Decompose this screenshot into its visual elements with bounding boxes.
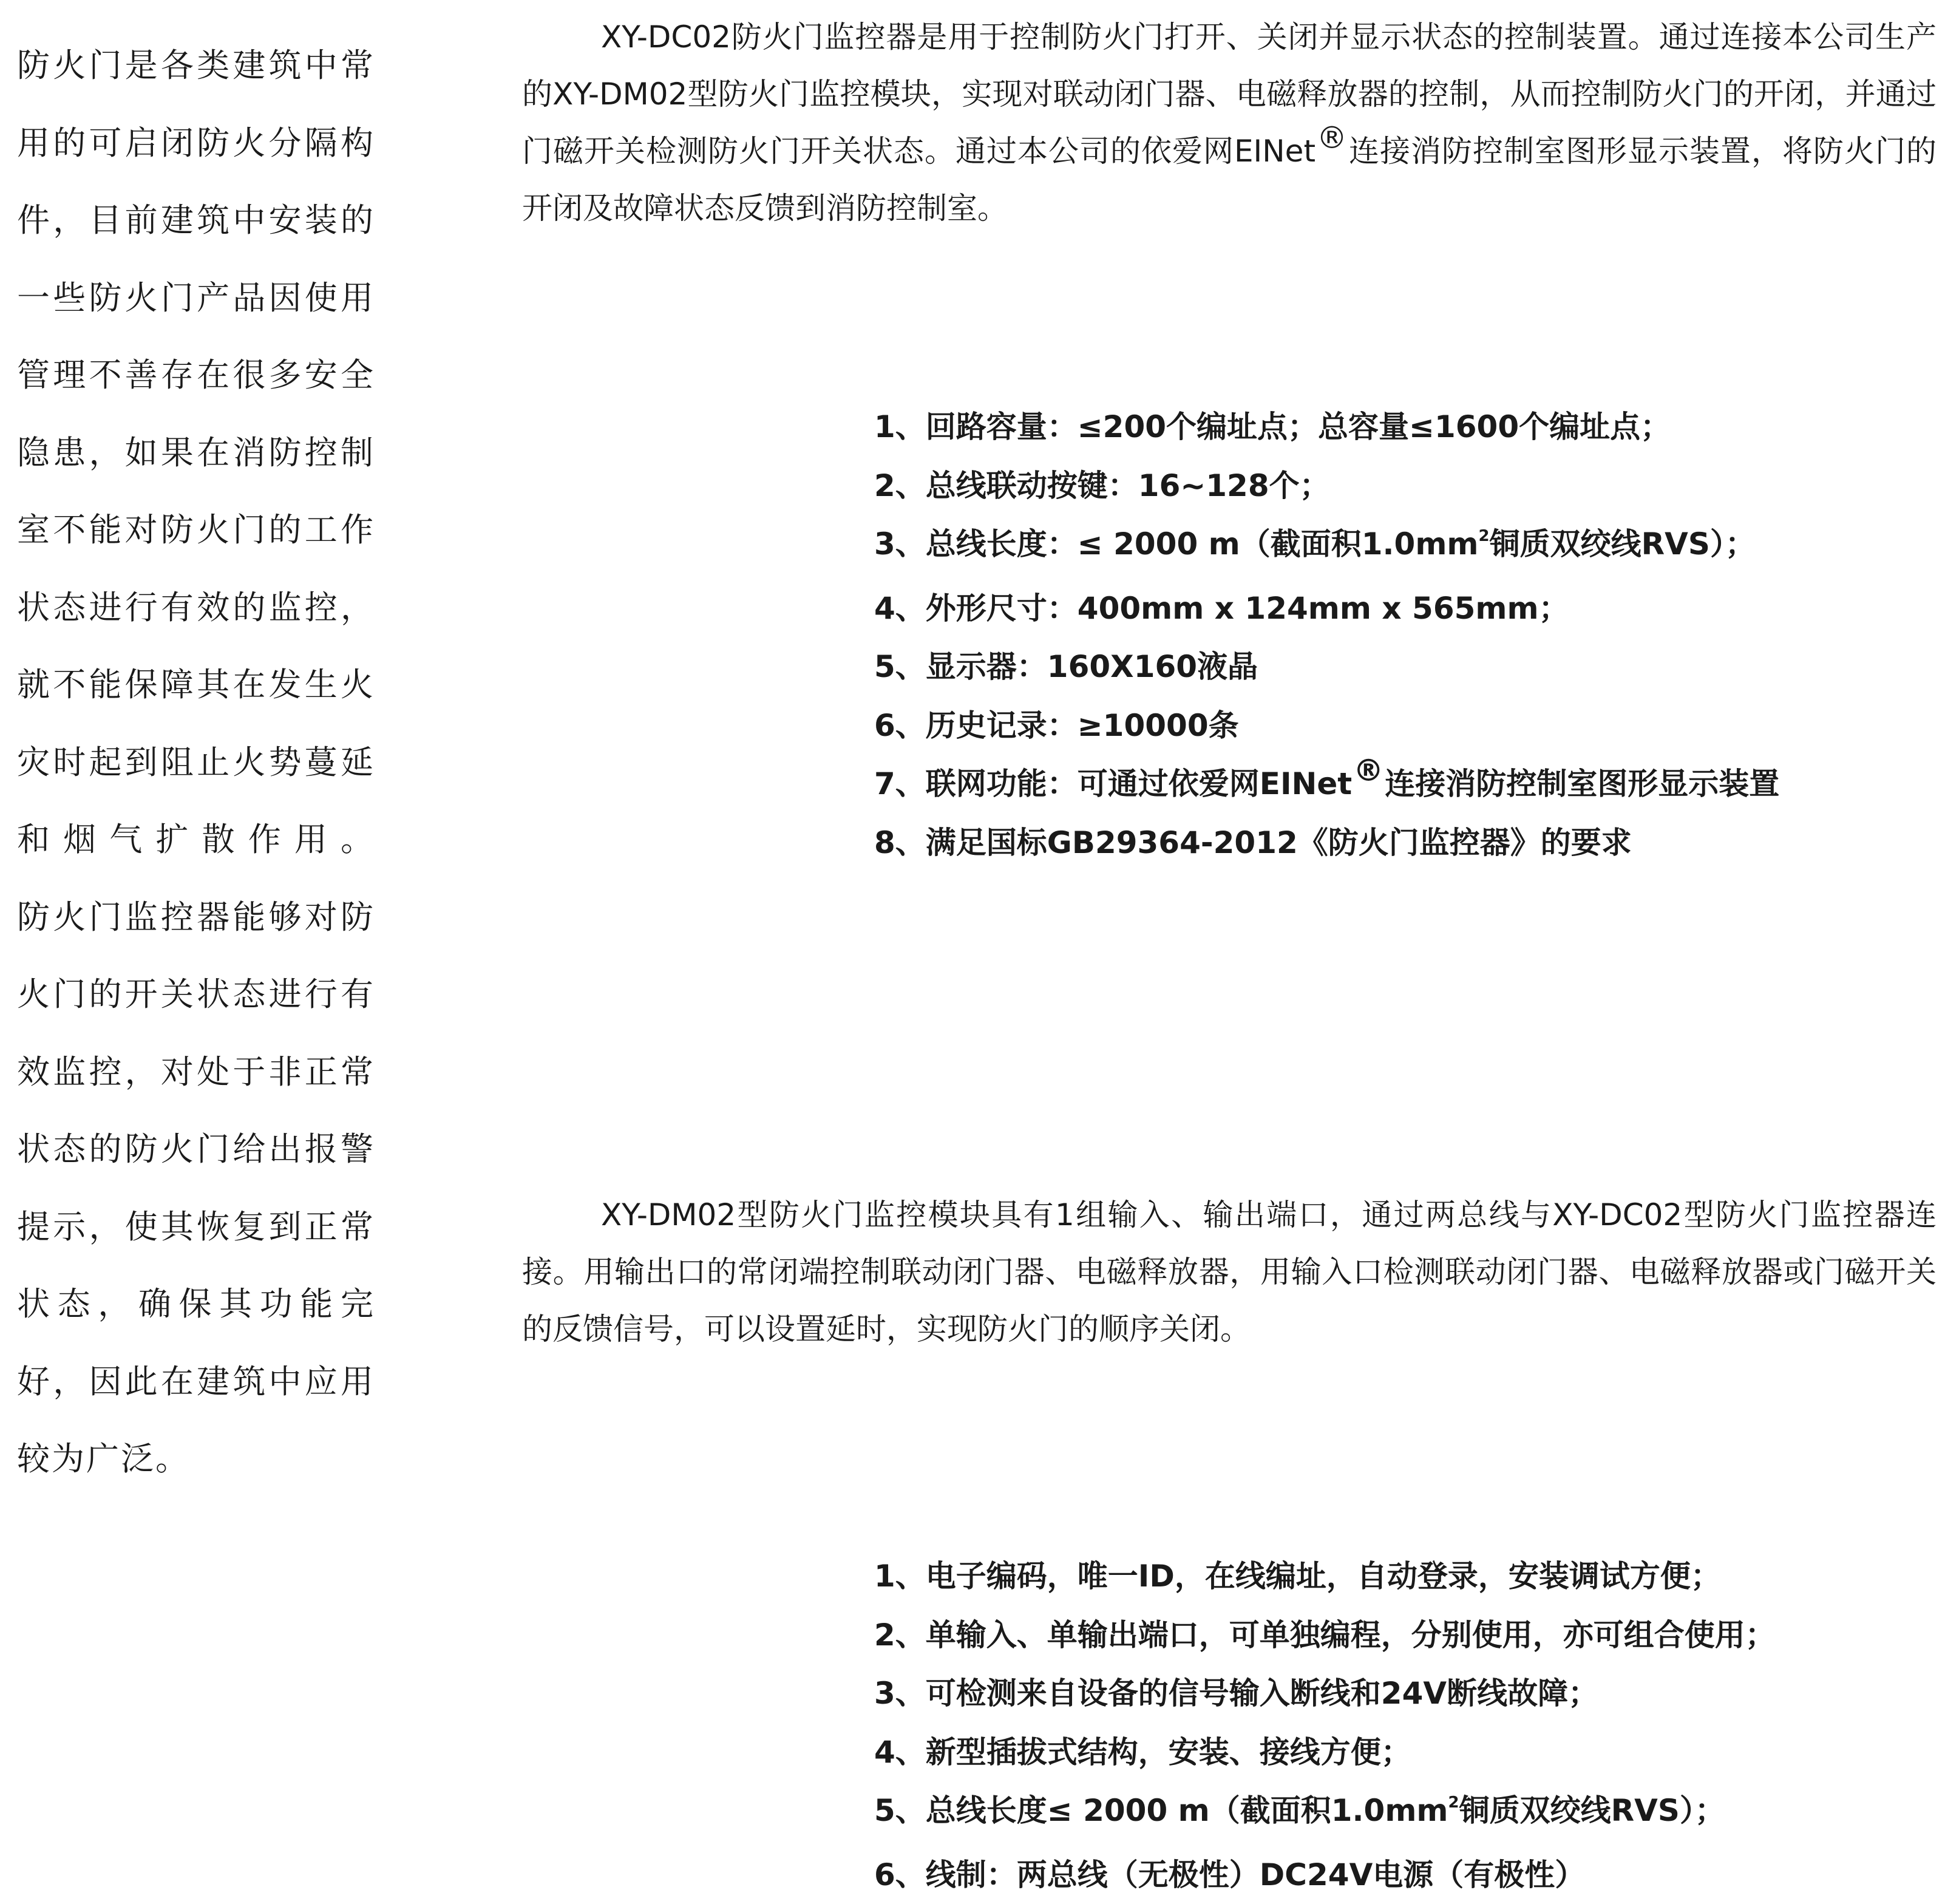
controller-spec-item: 4、外形尺寸：400mm x 124mm x 565mm； — [874, 579, 1779, 638]
superscript-two: 2 — [1479, 527, 1490, 545]
module-spec-bus-length-a: 5、总线长度≤ 2000 m（截面积1.0mm — [874, 1793, 1448, 1828]
module-spec-item — [874, 1781, 1776, 1846]
controller-spec-item — [874, 515, 1779, 579]
module-spec-item: 4、新型插拔式结构，安装、接线方便； — [874, 1723, 1776, 1782]
controller-description-part-1: XY-DC02防火门监控器是用于控制防火门打开、关闭并显示状态的控制装置。通过连接本公司生产的XY-DM02型防火门监控模块，实现对联动闭门器、电磁释放器的控制，从而控制防火门的开闭，并通过门磁开关检测防火门开关状态。通过本公司的依爱网EINet — [522, 19, 1937, 169]
registered-trademark-mark: ® — [1317, 120, 1347, 155]
controller-description — [522, 8, 1937, 237]
superscript-two: 2 — [1448, 1793, 1459, 1812]
controller-spec-bus-length-a: 3、总线长度：≤ 2000 m（截面积1.0mm — [874, 526, 1479, 562]
controller-spec-item: 5、显示器：160X160液晶 — [874, 638, 1779, 696]
module-spec-item: 1、电子编码，唯一ID，在线编址，自动登录，安装调试方便； — [874, 1547, 1776, 1606]
controller-spec-network-b: 连接消防控制室图形显示装置 — [1385, 766, 1779, 801]
module-spec-item: 2、单输入、单输出端口，可单独编程，分别使用，亦可组合使用； — [874, 1606, 1776, 1665]
controller-spec-list — [874, 398, 1779, 872]
intro-paragraph-fire-door: 防火门是各类建筑中常用的可启闭防火分隔构件，目前建筑中安装的一些防火门产品因使用管理不善存在很多安全隐患，如果在消防控制室不能对防火门的工作状态进行有效的监控，就不能保障其在发生火灾时起到阻止火势蔓延和烟气扩散作用。 — [17, 27, 375, 879]
left-intro-column — [17, 27, 375, 1498]
module-spec-list — [874, 1547, 1776, 1904]
intro-paragraph-monitor: 防火门监控器能够对防火门的开关状态进行有效监控，对处于非正常状态的防火门给出报警提示，使其恢复到正常状态，确保其功能完好，因此在建筑中应用较为广泛。 — [17, 879, 375, 1498]
controller-description-part-2: 连接消防控制室图形显示装置，将防火门的开闭及故障状态反馈到消防控制室。 — [522, 134, 1937, 226]
controller-spec-item — [874, 755, 1779, 814]
controller-spec-item: 2、总线联动按键：16~128个； — [874, 457, 1779, 515]
module-spec-bus-length-b: 铜质双绞线RVS）； — [1459, 1793, 1725, 1828]
controller-spec-bus-length-b: 铜质双绞线RVS）； — [1490, 526, 1756, 562]
controller-spec-item: 1、回路容量：≤200个编址点；总容量≤1600个编址点； — [874, 398, 1779, 457]
module-spec-item: 6、线制：两总线（无极性）DC24V电源（有极性） — [874, 1846, 1776, 1904]
controller-spec-item: 8、满足国标GB29364-2012《防火门监控器》的要求 — [874, 814, 1779, 872]
module-description: XY-DM02型防火门监控模块具有1组输入、输出端口，通过两总线与XY-DC02型防火门监控器连接。用输出口的常闭端控制联动闭门器、电磁释放器，用输入口检测联动闭门器、电磁释放器或门磁开关的反馈信号，可以设置延时，实现防火门的顺序关闭。 — [522, 1186, 1937, 1358]
module-spec-item: 3、可检测来自设备的信号输入断线和24V断线故障； — [874, 1664, 1776, 1723]
controller-spec-network-a: 7、联网功能：可通过依爱网EINet — [874, 766, 1352, 801]
registered-trademark-mark: ® — [1353, 753, 1383, 788]
controller-spec-item: 6、历史记录：≥10000条 — [874, 696, 1779, 755]
